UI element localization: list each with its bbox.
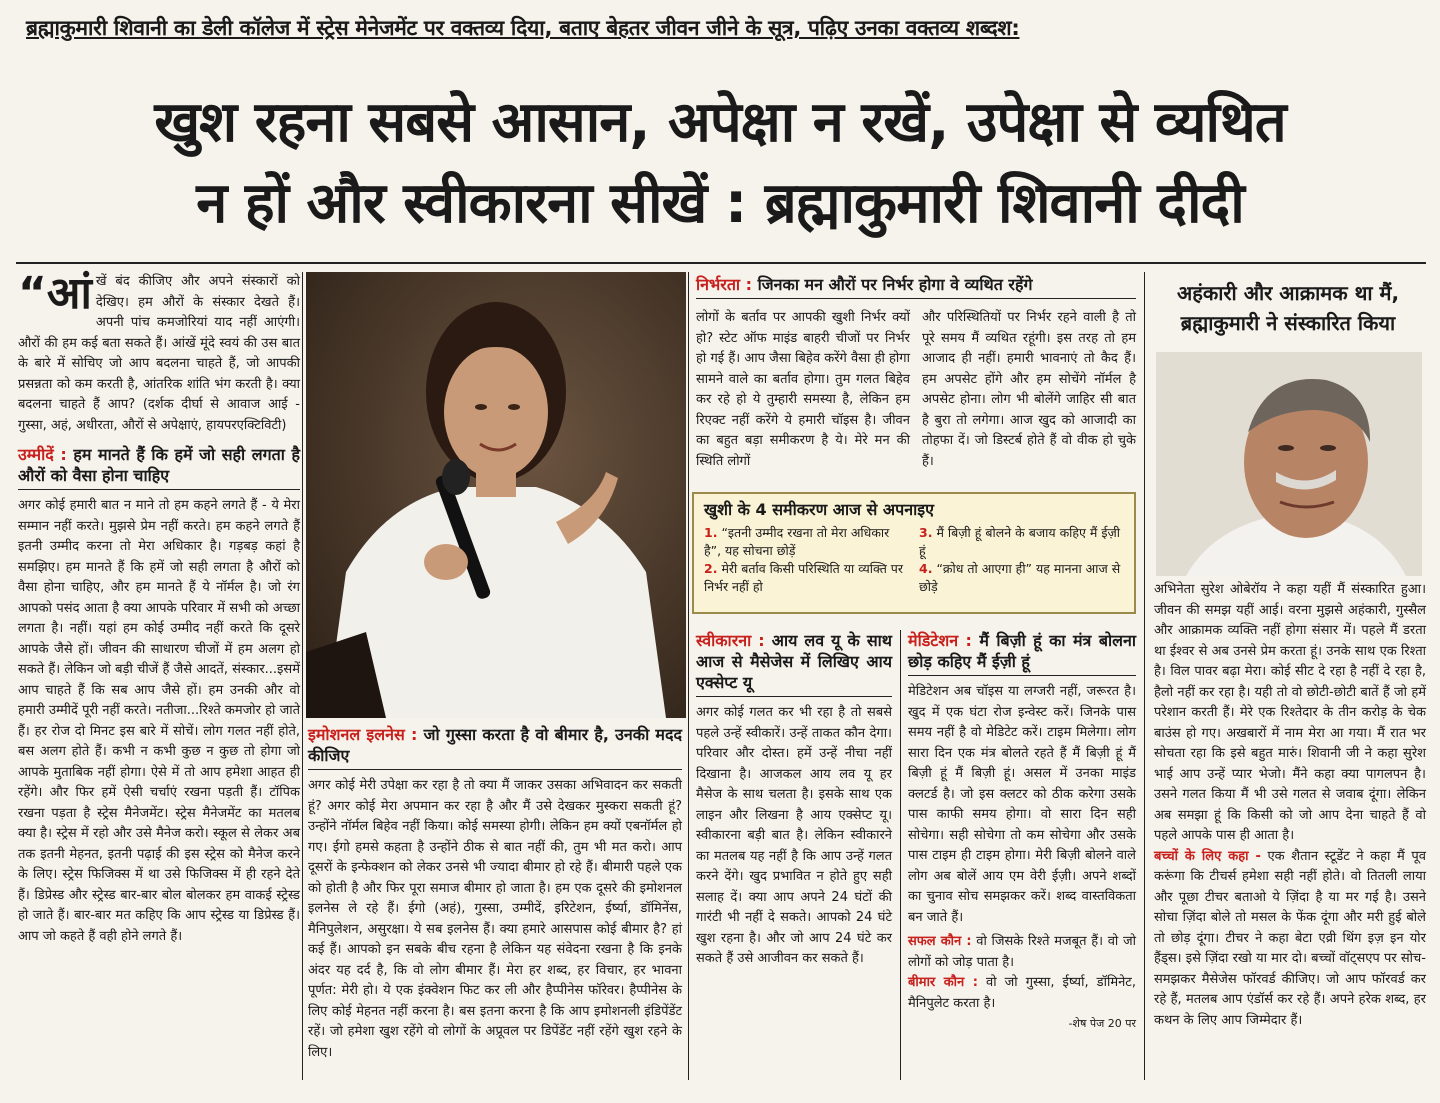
subhead-text: जिनका मन औरों पर निर्भर होगा वे व्यथित रहेंगे bbox=[752, 275, 1033, 294]
body-paragraph: अगर कोई गलत कर भी रहा है तो सबसे पहले उन्हें स्वीकारें। उन्हें ताकत कौन देगा। परिवार और दोस्त। हमें उन्हें नीचा नहीं दिखाना है। आजकल आय लव यू हर मैसेज के साथ चलता है। इसके साथ एक लाइन और लिखना है आय एक्सेप्ट यू। स्वीकारना बड़ी बात है। लेकिन स्वीकारने का मतलब यह नहीं है कि आप उन्हें गलत करने देंगे। खुद प्रभावित न होते हुए सही सलाह दें। क्या आप अपने 24 घंटों की गारंटी भी नहीं दे सकते। आपको 24 घंटे खुश रहना है। और जो आप 24 घंटे कर सकते हैं उसे आजीवन कर सकते हैं। bbox=[696, 705, 892, 966]
subhead-emotional-illness bbox=[308, 724, 682, 770]
equation-text: मैं बिज़ी हूं बोलने के बजाय कहिए मैं ईज़ी हूं bbox=[919, 525, 1121, 558]
body-paragraph: अगर कोई हमारी बात न माने तो हम कहने लगते हैं - ये मेरा सम्मान नहीं करते। मुझसे प्रेम नहीं करते। हम कहने लगते हैं इतनी उम्मीद करना तो मेरा अधिकार है। गड़बड़ कहां है समझिए। हम मानते हैं कि हमें जो सही लगता है औरों को वैसा होना चाहिए, और हम मानते हैं ये नॉर्मल है। जो रंग आपको पसंद आता है क्या आपके परिवार में सभी को अच्छा लगता है। नहीं। यहां हम कोई उम्मीद नहीं करते कि दूसरे आपके जैसे हों। जीवन की साधारण चीजों में हम अलग हो सकते हैं। लेकिन जो बड़ी चीजें हैं जैसे आदतें, संस्कार...इसमें आप चाहते हैं कि सब आप जैसे हों। हम उनकी और वो हमारी उम्मीदें पूरी नहीं करते। नतीजा...रिश्ते कमजोर हो जाते हैं। हर रोज दो मिनट इस बारे में सोचें। लोग गलत नहीं होते, बस अलग होते हैं। कभी न कभी कुछ न कुछ तो होगा जो आपके मुताबिक नहीं होगा। ऐसे में तो आप हमेशा आहत ही रहेंगे। और फिर हमें ऐसी चर्चाएं रखना पड़ती हैं। टॉपिक रखना पड़ता है स्ट्रेस मैनेजमेंट। स्ट्रेस मैनेजमेंट का मतलब क्या है। स्ट्रेस में रहो और उसे मैनेज करो। स्कूल से लेकर अब तक इतनी मेहनत, इतनी पढ़ाई की इस स्ट्रेस को मैनेज करने के लिए। स्ट्रेस फिजिक्स में था उसे फिजिक्स में ही रहने देते हैं। डिप्रेस्ड और स्ट्रेस्ड बार-बार बोल बोलकर हम वाकई स्ट्रेस्ड हो जाते हैं। बार-बार मत कहिए कि आप स्ट्रेस्ड या डिप्रेस्ड हैं। आप जो कहते हैं वही होने लगते हैं। bbox=[18, 498, 300, 944]
column-divider bbox=[302, 272, 303, 1080]
equation-number: 1. bbox=[704, 525, 718, 540]
continued-note: -शेष पेज 20 पर bbox=[1068, 1017, 1136, 1030]
subhead-label: उम्मीदें : bbox=[18, 445, 67, 464]
safal-label: सफल कौन : bbox=[908, 934, 972, 949]
nirbharta-left-column bbox=[696, 308, 910, 472]
intro-text: खें बंद कीजिए और अपने संस्कारों को देखिए। हम औरों के संस्कार देखते हैं। अपनी पांच कमजोरियां याद नहीं आएंगी। औरों की हम कई बता सकते हैं। आंखें मूंदे स्वयं की उस बात के बारे में सोचिए जो आप बदलना चाहते हैं, जो आपकी प्रसन्नता को कम करती है, आंतरिक शांति भंग करती है। क्या बदलना चाहते हैं आप? (दर्शक दीर्घा से आवाज आई - गुस्सा, अहं, अधीरता, औरों से अपेक्षाएं, हायपरएक्टिविटी) bbox=[18, 274, 300, 433]
equation-text: “इतनी उम्मीद रखना तो मेरा अधिकार है”, यह सोचना छोड़ें bbox=[704, 525, 890, 558]
safal-kaun bbox=[908, 932, 1136, 973]
column-2 bbox=[308, 724, 682, 1063]
column-1 bbox=[18, 268, 300, 947]
subhead-text: आय लव यू के साथ आज से मैसेजेस में लिखिए आय एक्सेप्ट यू bbox=[696, 631, 893, 692]
meditation-section bbox=[908, 630, 1136, 1035]
equation-number: 2. bbox=[704, 561, 718, 576]
kicker-line: ब्रह्माकुमारी शिवानी का डेली कॉलेज में स्ट्रेस मेनेजमेंट पर वक्तव्य दिया, बताए बेहतर जीवन जीने के सूत्र, पढ़िए उनका वक्तव्य शब्दश: bbox=[26, 16, 1020, 40]
dropcap: “आं bbox=[18, 268, 92, 319]
body-paragraph: अगर कोई मेरी उपेक्षा कर रहा है तो क्या मैं जाकर उसका अभिवादन कर सकती हूं? अगर कोई मेरा अपमान कर रहा है और मैं उसे देखकर मुस्करा सकती हूं? उन्होंने नॉर्मल बिहेव नहीं किया। कोई समस्या होगी। लेकिन हम क्यों एबनॉर्मल हो गए। ईगो हमसे कहता है उन्होंने ठीक से बात नहीं की, तुम भी मत करो। आप दूसरों के इन्फेक्शन को लेकर उनसे भी ज्यादा बीमार हो रहे हैं। बीमारी पहले एक को होती है और फिर पूरा समाज बीमार हो जाता है। हम एक दूसरे की इमोशनल इलनेस ले रहे हैं। ईगो (अहं), गुस्सा, उम्मीदें, इरिटेशन, ईर्ष्या, डॉमिनेंस, मैनिपुलेशन, असुरक्षा। ये सब इलनेस हैं। क्या हमारे आसपास कोई बीमार है? हां कई हैं। आपको इन सबके बीच रहना है लेकिन यह संवेदना रखना है कि इनके अंदर यह दर्द है, कि वो लोग बीमार हैं। मेरा हर शब्द, हर विचार, हर भावना पूर्णत: मेरी हो। ये एक इंक्वेशन फिट कर ली और हैप्पीनेस फॉरेवर। हैप्पीनेस के लिए कोई मेहनत नहीं करना है। बस इतना करना है कि आप इमोशनली इंडिपेंडेंट रहें। जो हमेशा खुश रहेंगे वो लोगों के अप्रूवल पर डिपेंडेंट नहीं रहेंगे खुश रहने के लिए। bbox=[308, 778, 682, 1060]
sidebar-headline: अहंकारी और आक्रामक था मैं, ब्रह्माकुमारी ने संस्कारित किया bbox=[1176, 281, 1400, 335]
equation-number: 4. bbox=[919, 561, 933, 576]
subhead-meditation bbox=[908, 630, 1136, 676]
subhead-text: मैं बिज़ी हूं का मंत्र बोलना छोड़ कहिए मैं ईज़ी हूं bbox=[908, 631, 1136, 671]
body-paragraph: और परिस्थितियों पर निर्भर रहने वाली है तो पूरे समय मैं व्यथित रहूंगी। इस तरह तो हम आजाद ही नहीं। हमारी भावनाएं तो कैद हैं। हम अपसेट होंगे और हम सोचेंगे नॉर्मल है अपसेट होना। लोग भी बोलेंगे जाहिर सी बात है बुरा तो लगेगा। आज खुद को आजादी का तोहफा दें। जो डिस्टर्ब होते हैं वो वीक हो चुके हैं। bbox=[922, 310, 1136, 469]
bimar-text: वो जो गुस्सा, ईर्ष्या, डॉमिनेट, मैनिपुलेट करता है। bbox=[908, 975, 1136, 1011]
equations-box-title: खुशी के 4 समीकरण आज से अपनाइए bbox=[704, 500, 934, 519]
subhead-swikarna bbox=[696, 630, 892, 697]
subhead-label: इमोशनल इलनेस : bbox=[308, 725, 418, 744]
column-divider bbox=[688, 272, 689, 1080]
subhead-ummeeden bbox=[18, 444, 300, 490]
equations-list bbox=[694, 524, 1134, 596]
subhead-text: हम मानते हैं कि हमें जो सही लगता है औरों को वैसा होना चाहिए bbox=[18, 445, 300, 485]
speaker-photo bbox=[306, 272, 686, 718]
kids-paragraph bbox=[1154, 847, 1426, 1032]
column-divider bbox=[1144, 272, 1145, 1080]
kids-text: एक शैतान स्टूडेंट ने कहा मैं पूव करूंगा कि टीचर्स हमेशा सही नहीं होते। वो तितली लाया और पूछा टीचर बताओ ये ज़िंदा है या मर गई है। उसने सोचा ज़िंदा बोले तो मसल के फेंक दूंगा और मरी हुई बोले तो छोड़ दूंगा। टीचर ने कहा बेटा एव्री थिंग इज़ इन योर हैंड्स। इसे ज़िंदा रखो या मार दो। बच्चों वॉट्सएप पर सोच-समझकर मैसेजेस फॉरवर्ड कीजिए। जो आप फॉरवर्ड कर रहे हैं, मतलब आप एंडॉर्स कर रहे हैं। अपने हरेक शब्द, हर कथन के लिए आप जिम्मेदार हैं। bbox=[1154, 848, 1426, 1028]
nirbharta-right-column bbox=[922, 308, 1136, 472]
equation-text: “क्रोध तो आएगा ही” यह मानना आज से छोड़े bbox=[919, 561, 1121, 594]
actor-photo-illustration bbox=[1156, 352, 1422, 576]
sidebar bbox=[1150, 272, 1426, 344]
intro-paragraph bbox=[18, 268, 300, 436]
body-paragraph: लोगों के बर्ताव पर आपकी खुशी निर्भर क्यों हो? स्टेट ऑफ माइंड बाहरी चीजों पर निर्भर हो गई हैं। आप जैसा बिहेव करेंगे वैसा ही होगा सामने वाले का बर्ताव होगा। तुम गलत बिहेव कर रहे हो ये तुम्हारी समस्या है, लेकिन हम रिएक्ट नहीं करेंगे ये हमारी चॉइस है। जीवन का बहुत बड़ा समीकरण है ये। मेरे मन की स्थिति लोगों bbox=[696, 310, 910, 469]
swikarna-section bbox=[696, 630, 892, 970]
subhead-text: जो गुस्सा करता है वो बीमार है, उनकी मदद कीजिए bbox=[308, 725, 682, 765]
equations-column-right bbox=[919, 524, 1124, 596]
equation-number: 3. bbox=[919, 525, 933, 540]
subhead-label: स्वीकारना : bbox=[696, 631, 765, 650]
actor-photo bbox=[1156, 352, 1422, 576]
sidebar-body bbox=[1154, 580, 1426, 1031]
speaker-photo-illustration bbox=[306, 272, 686, 718]
top-rule bbox=[16, 262, 1426, 264]
safal-text: वो जिसके रिश्ते मजबूत हैं। वो जो लोगों को जोड़ पाता है। bbox=[908, 934, 1136, 970]
body-paragraph: अभिनेता सुरेश ओबेरॉय ने कहा यहीं मैं संस्कारित हुआ। जीवन की समझ यहीं आई। वरना मुझसे अहंकारी, गुस्सैल और आक्रामक व्यक्ति नहीं होगा संसार में। पहले मैं डरता था ईश्वर से अब उनसे प्रेम करता हूं। उनके साथ एक रिश्ता है। विल पावर बढ़ा मेरा। कोई सीट दे रहा है नहीं दे रहा है, हैलो नहीं कर रहा है। यही तो वो छोटी-छोटी बातें हैं जो हमें परेशान करती हैं। मेरे एक रिश्तेदार के तीन करोड़ के चेक बाउंस हो गए। अखबारों में नाम मेरा आ गया। मैं रात भर सोचता रहा कि इसे बहुत मारुं। शिवानी जी ने कहा सुरेश भाई आप उन्हें प्यार भेजो। मैंने कहा क्या पागलपन है। उसने गलत किया मैं भी उसे गलत से जवाब दूंगा। लेकिन अब समझा हूं कि किसी को जो आप देना चाहते हैं वो पहले आपके पास ही आता है। bbox=[1154, 582, 1426, 843]
equations-column-left bbox=[704, 524, 909, 596]
headline-line-2: न हों और स्वीकारना सीखें : ब्रह्माकुमारी शिवानी दीदी bbox=[196, 171, 1244, 237]
equations-box bbox=[692, 492, 1136, 614]
equation-item bbox=[704, 560, 909, 596]
headline bbox=[20, 82, 1420, 244]
column-divider bbox=[900, 630, 901, 1080]
bimar-label: बीमार कौन : bbox=[908, 975, 978, 990]
equation-item bbox=[919, 560, 1124, 596]
subhead-nirbharta bbox=[696, 274, 1136, 299]
equation-text: मेरी बर्ताव किसी परिस्थिति या व्यक्ति पर निर्भर नहीं हो bbox=[704, 561, 904, 594]
equation-item bbox=[919, 524, 1124, 560]
equation-item bbox=[704, 524, 909, 560]
kids-label: बच्चों के लिए कहा - bbox=[1154, 848, 1261, 864]
subhead-label: मेडिटेशन : bbox=[908, 631, 972, 650]
body-paragraph: मेडिटेशन अब चॉइस या लग्जरी नहीं, जरूरत है। खुद में एक घंटा रोज इन्वेस्ट करें। जिनके पास समय नहीं है वो मेडिटेट करें। टाइम मिलेगा। लोग सारा दिन एक मंत्र बोलते रहते हैं मैं बिज़ी हूं मैं बिज़ी हूं मैं बिज़ी हूं। असल में उनका माइंड क्लटर्ड है। जो इस क्लटर को ठीक करेगा उसके पास काफी समय होगा। वो सारा दिन सही सोचेगा। सही सोचेगा तो कम सोचेगा और उसके पास टाइम ही टाइम होगा। मेरी बिज़ी बोलने वाले लोग अब बोलें आय एम वेरी ईज़ी। अपने शब्दों का चुनाव सोच समझकर करें। शब्द वास्तविकता बन जाते हैं। bbox=[908, 684, 1136, 925]
headline-line-1: खुश रहना सबसे आसान, अपेक्षा न रखें, उपेक्षा से व्यथित bbox=[154, 90, 1286, 155]
bimar-kaun bbox=[908, 973, 1136, 1014]
subhead-label: निर्भरता : bbox=[696, 275, 753, 294]
